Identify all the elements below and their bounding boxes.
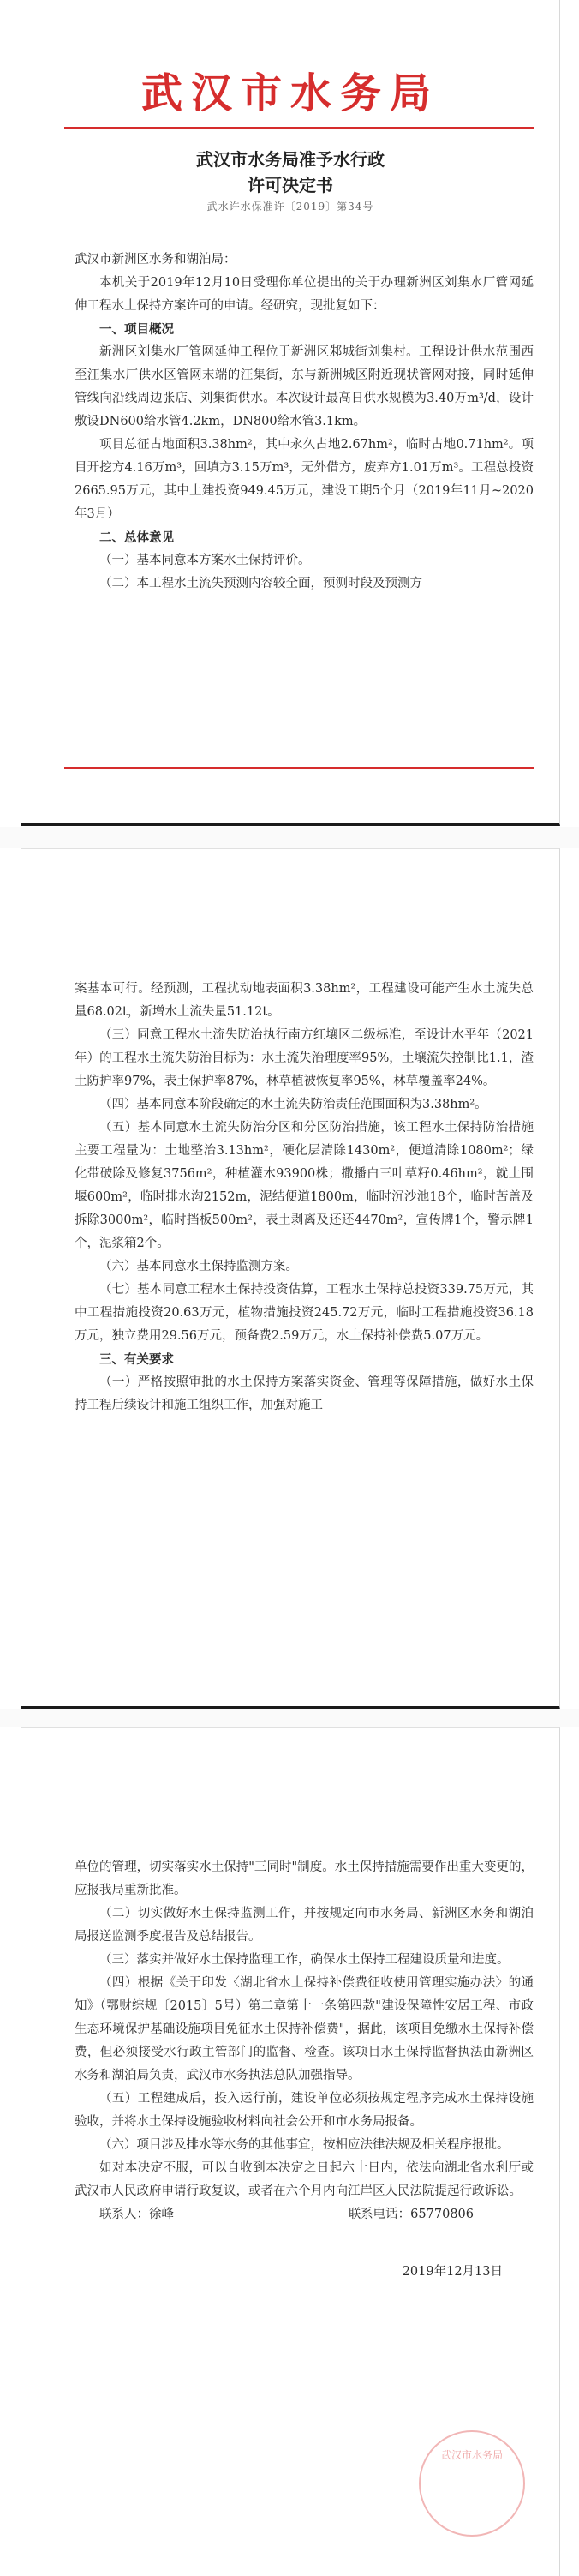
page3-body <box>75 1856 534 2284</box>
document-page-3 <box>21 1727 560 2576</box>
opinion-item-2-start: （二）本工程水土流失预测内容较全面，预测时段及预测方 <box>99 577 422 590</box>
requirement-item-6: （六）项目涉及排水等水务的其他事宜，按相应法律法规及相关程序报批。 <box>99 2138 510 2152</box>
opinion-item-3: （三）同意工程水土流失防治执行南方红壤区二级标准，至设计水平年（2021年）的工程水土流失防治目标为：水土流失治理度率95%，土壤流失控制比1.1，渣土防护率97%，表土保护率87%，林草植被恢复率95%，林草覆盖率24%。 <box>75 1028 534 1088</box>
page-gap <box>0 827 579 848</box>
requirement-item-1-continuation: 单位的管理，切实落实水土保持"三同时"制度。水土保持措施需要作出重大变更的，应报我局重新批准。 <box>75 1860 534 1897</box>
contact-phone: 联系电话：65770806 <box>348 2208 474 2221</box>
recipient-line: 武汉市新洲区水务和湖泊局： <box>75 253 236 267</box>
official-seal <box>419 2430 525 2537</box>
document-page-2 <box>21 848 560 1710</box>
section-heading-overview: 一、项目概况 <box>99 322 174 337</box>
requirement-item-1-start: （一）严格按照审批的水土保持方案落实资金、管理等保障措施，做好水土保持工程后续设计和施工组织工作，加强对施工 <box>75 1375 534 1412</box>
contact-line <box>75 2203 534 2226</box>
opinion-item-5: （五）基本同意水土流失防治分区和分区防治措施，该工程水土保持防治措施主要工程量为：土地整治3.13hm²，硬化层清除1430m²，便道清除1080m²；绿化带破除及修复3756m²，种植灌木93900株；撒播白三叶草籽0.46hm²，就土围堰600m²，临时排水沟2152m，泥结便道1800m，临时沉沙池18个，临时苦盖及拆除3000m²，临时挡板500m²，表土剥离及还还4470m²，宣传牌1个，警示牌1个，泥浆箱2个。 <box>75 1121 534 1250</box>
intro-paragraph: 本机关于2019年12月10日受理你单位提出的关于办理新洲区刘集水厂管网延伸工程水土保持方案许可的申请。经研究，现批复如下： <box>75 276 534 313</box>
document-title-line1: 武汉市水务局准予水行政 <box>196 149 385 170</box>
section-heading-requirements: 三、有关要求 <box>99 1352 174 1367</box>
opinion-item-1: （一）基本同意本方案水土保持评价。 <box>99 554 311 567</box>
page2-body <box>75 978 534 1417</box>
requirement-item-4: （四）根据《关于印发〈湖北省水土保持补偿费征收使用管理实施办法〉的通知》（鄂财综规〔2015〕5号）第二章第十一条第四款"建设保障性安居工程、市政生态环境保护基础设施项目免征水土保持补偿费"，据此，该项目免缴水土保持补偿费，但必须接受水行政主管部门的监督、检查。该项目水土保持监督执法由新洲区水务和湖泊局负责，武汉市水务执法总队加强指导。 <box>75 1976 534 2082</box>
page1-body <box>75 249 534 596</box>
opinion-item-6: （六）基本同意水土保持监测方案。 <box>99 1260 298 1273</box>
opinion-item-4: （四）基本同意本阶段确定的水土流失防治责任范围面积为3.38hm²。 <box>99 1098 487 1111</box>
requirement-item-5: （五）工程建成后，投入运行前，建设单位必须按规定程序完成水土保持设施验收，并将水土保持设施验收材料向社会公开和市水务局报备。 <box>75 2092 534 2129</box>
overview-paragraph-1: 新洲区刘集水厂管网延伸工程位于新洲区邾城街刘集村。工程设计供水范围西至汪集水厂供水区管网末端的汪集街，东与新洲城区附近现状管网对接，同时延伸管线向沿线周边张店、刘集街供水。本次设计最高日供水规模为3.40万m³/d，设计敷设DN600给水管4.2km，DN800给水管3.1km。 <box>75 345 534 428</box>
page-gap <box>0 1709 579 1727</box>
prediction-continuation: 案基本可行。经预测，工程扰动地表面积3.38hm²，工程建设可能产生水土流失总量68.02t，新增水土流失量51.12t。 <box>75 982 534 1019</box>
document-page-1 <box>21 0 560 826</box>
footer-red-rule <box>64 767 534 769</box>
letterhead-red-rule <box>64 127 534 129</box>
agency-letterhead: 武汉市水务局 <box>140 69 439 117</box>
requirement-item-2: （二）切实做好水土保持监测工作，并按规定向市水务局、新洲区水务和湖泊局报送监测季度报告及总结报告。 <box>75 1907 534 1944</box>
overview-paragraph-2: 项目总征占地面积3.38hm²，其中永久占地2.67hm²，临时占地0.71hm²。项目开挖方4.16万m³，回填方3.15万m³，无外借方，废弃方1.01万m³。工程总投资2665.95万元，其中土建投资949.45万元，建设工期5个月（2019年11月~2020年3月） <box>75 438 534 521</box>
document-title-line2: 许可决定书 <box>248 175 333 195</box>
requirement-item-3: （三）落实并做好水土保持监理工作，确保水土保持工程建设质量和进度。 <box>99 1953 510 1967</box>
issue-date: 2019年12月13日 <box>402 2265 503 2279</box>
section-heading-opinion: 二、总体意见 <box>99 530 174 545</box>
seal-text: 武汉市水务局 <box>440 2449 503 2461</box>
appeal-notice: 如对本决定不服，可以自收到本决定之日起六十日内，依法向湖北省水利厅或武汉市人民政府申请行政复议，或者在六个月内向江岸区人民法院提起行政诉讼。 <box>75 2161 534 2198</box>
contact-person: 联系人：徐峰 <box>99 2208 174 2221</box>
document-number: 武水许水保准许〔2019〕第34号 <box>206 201 374 213</box>
opinion-item-7: （七）基本同意工程水土保持投资估算，工程水土保持总投资339.75万元，其中工程措施投资20.63万元，植物措施投资245.72万元，临时工程措施投资36.18万元，独立费用29.56万元，预备费2.59万元，水土保持补偿费5.07万元。 <box>75 1283 534 1343</box>
